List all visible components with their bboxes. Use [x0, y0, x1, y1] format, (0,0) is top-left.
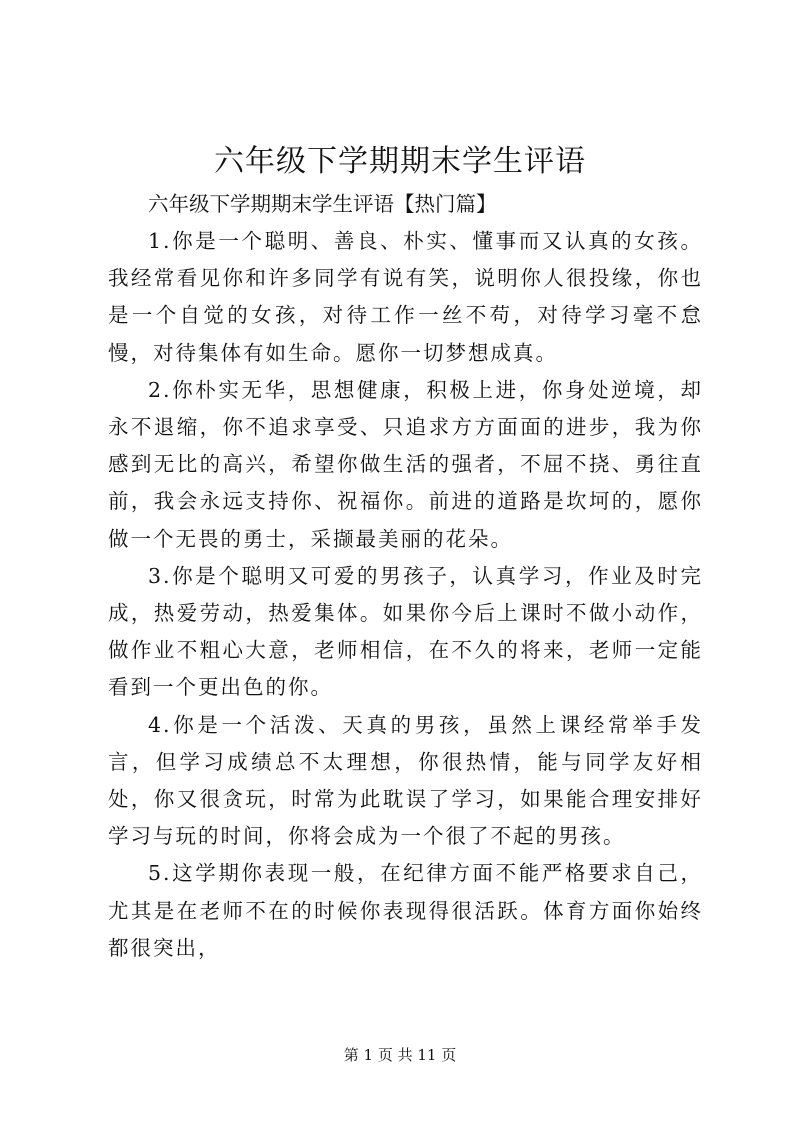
page-number-footer: 第 1 页 共 11 页 — [343, 1046, 457, 1064]
document-body — [108, 186, 703, 967]
comment-paragraph-3: 3.你是个聪明又可爱的男孩子，认真学习，作业及时完成，热爱劳动，热爱集体。如果你今后上课时不做小动作，做作业不粗心大意，老师相信，在不久的将来，老师一定能看到一个更出色的你。 — [108, 563, 703, 700]
document-title: 六年级下学期期末学生评语 — [214, 144, 586, 179]
comment-paragraph-2: 2.你朴实无华，思想健康，积极上进，你身处逆境，却永不退缩，你不追求享受、只追求方方面面的进步，我为你感到无比的高兴，希望你做生活的强者，不屈不挠、勇往直前，我会永远支持你、祝福你。前进的道路是坎坷的，愿你做一个无畏的勇士，采撷最美丽的花朵。 — [108, 377, 703, 551]
comment-paragraph-5: 5.这学期你表现一般，在纪律方面不能严格要求自己，尤其是在老师不在的时候你表现得很活跃。体育方面你始终都很突出， — [108, 861, 703, 960]
comment-paragraph-4: 4.你是一个活泼、天真的男孩，虽然上课经常举手发言，但学习成绩总不太理想，你很热情，能与同学友好相处，你又很贪玩，时常为此耽误了学习，如果能合理安排好学习与玩的时间，你将会成为一个很了不起的男孩。 — [108, 712, 703, 849]
document-subtitle: 六年级下学期期末学生评语【热门篇】 — [148, 192, 497, 216]
comment-paragraph-1: 1.你是一个聪明、善良、朴实、懂事而又认真的女孩。我经常看见你和许多同学有说有笑，说明你人很投缘，你也是一个自觉的女孩，对待工作一丝不苟，对待学习毫不怠慢，对待集体有如生命。愿你一切梦想成真。 — [108, 229, 703, 365]
